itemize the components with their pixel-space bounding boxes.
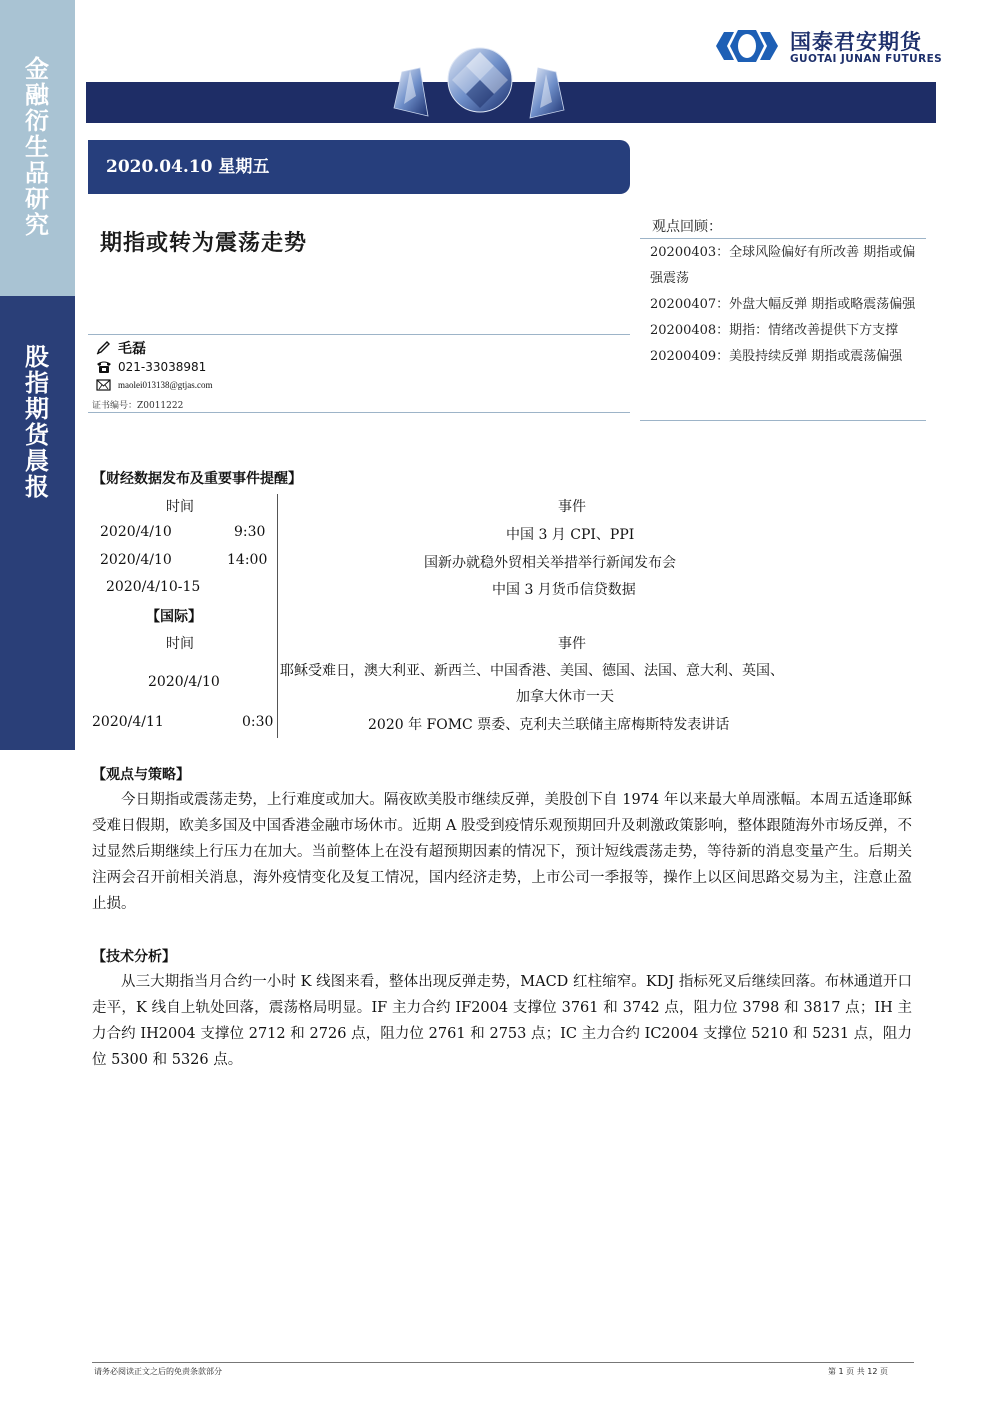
divider [640,420,926,421]
tech-heading: 【技术分析】 [92,949,176,965]
event-time: 9:30 [234,524,266,540]
certificate-number: 证书编号：Z0011222 [92,401,184,411]
author-phone: 021-33038981 [118,360,207,374]
author-phone-row [96,360,206,374]
review-title: 观点回顾： [652,219,722,235]
report-date: 2020.04.10 星期五 [106,157,270,177]
diamond-decoration-icon [380,46,580,126]
event-time: 0:30 [242,714,274,730]
intl-heading: 【国际】 [146,609,202,625]
review-item: 20200409：美股持续反弹 期指或震荡偏强 [650,349,903,364]
footer-divider [92,1362,914,1363]
event-desc: 耶稣受难日，澳大利亚、新西兰、中国香港、美国、德国、法国、意大利、英国、 [280,663,784,679]
col-header-event: 事件 [558,636,586,652]
sidebar-bottom-label: 股 指 期 货 晨 报 [25,343,49,501]
brand-name-cn: 国泰君安期货 [790,30,922,54]
col-header-time: 时间 [166,499,194,515]
sidebar-top-label: 金 融 衍 生 品 研 究 [25,55,49,239]
brand-logo-icon [716,26,778,66]
review-list [650,240,916,370]
review-item: 20200403：全球风险偏好有所改善 期指或偏强震荡 [650,245,916,286]
author-email-row [96,378,213,392]
brand-name-en: GUOTAI JUNAN FUTURES [790,53,943,65]
event-date: 2020/4/10 [100,524,172,540]
footer-disclaimer: 请务必阅读正文之后的免责条款部分 [94,1367,222,1376]
events-heading: 【财经数据发布及重要事件提醒】 [92,471,302,487]
page-title: 期指或转为震荡走势 [100,230,308,256]
views-paragraph: 今日期指或震荡走势，上行难度或加大。隔夜欧美股市继续反弹，美股创下自 1974 年以来最大单周涨幅。本周五适逢耶稣受难日假期，欧美多国及中国香港金融市场休市。近期 A 股受到疫情乐观预期回升及刺激政策影响，整体跟随海外市场反弹，不过显然后期继续上行压力在加大。当前整体上在没有超预期因素的情况下，预计短线震荡走势，等待新的消息变量产生。后期关注两会召开前相关消息，海外疫情变化及复工情况，国内经济走势，上市公司一季报等，操作上以区间思路交易为主，注意止盈止损。 [92,792,912,912]
divider [640,238,926,239]
views-heading: 【观点与策略】 [92,767,190,783]
divider [88,412,630,413]
author-name: 毛磊 [118,341,146,357]
col-header-time: 时间 [166,636,194,652]
event-date: 2020/4/11 [92,714,164,730]
divider [88,334,630,335]
event-time: 14:00 [227,552,268,568]
event-date: 2020/4/10 [100,552,172,568]
table-divider [277,494,278,738]
event-desc: 中国 3 月货币信贷数据 [492,582,636,598]
email-icon [96,378,112,392]
review-item: 20200408：期指：情绪改善提供下方支撑 [650,323,899,338]
col-header-event: 事件 [558,499,586,515]
event-desc: 国新办就稳外贸相关举措举行新闻发布会 [424,555,676,571]
event-desc: 中国 3 月 CPI、PPI [506,527,635,543]
page-number: 第 1 页 共 12 页 [828,1367,888,1376]
event-date: 2020/4/10-15 [106,579,201,595]
tech-paragraph: 从三大期指当月合约一小时 K 线图来看，整体出现反弹走势，MACD 红柱缩窄。KDJ 指标死叉后继续回落。布林通道开口走平，K 线自上轨处回落，震荡格局明显。IF 主力合约 IF2004 支撑位 3761 和 3742 点，阻力位 3798 和 3817 点；IH 主力合约 IH2004 支撑位 2712 和 2726 点，阻力位 2761 和 2753 点；IC 主力合约 IC2004 支撑位 5210 和 5231 点，阻力位 5300 和 5326 点。 [92,974,912,1068]
review-item: 20200407：外盘大幅反弹 期指或略震荡偏强 [650,297,916,312]
event-desc: 加拿大休市一天 [516,689,614,705]
phone-icon [96,360,112,374]
author-name-row [96,338,146,358]
pencil-icon [96,341,112,355]
author-email[interactable]: maolei013138@gtjas.com [118,380,213,390]
event-date: 2020/4/10 [148,674,220,690]
event-desc: 2020 年 FOMC 票委、克利夫兰联储主席梅斯特发表讲话 [368,717,730,733]
